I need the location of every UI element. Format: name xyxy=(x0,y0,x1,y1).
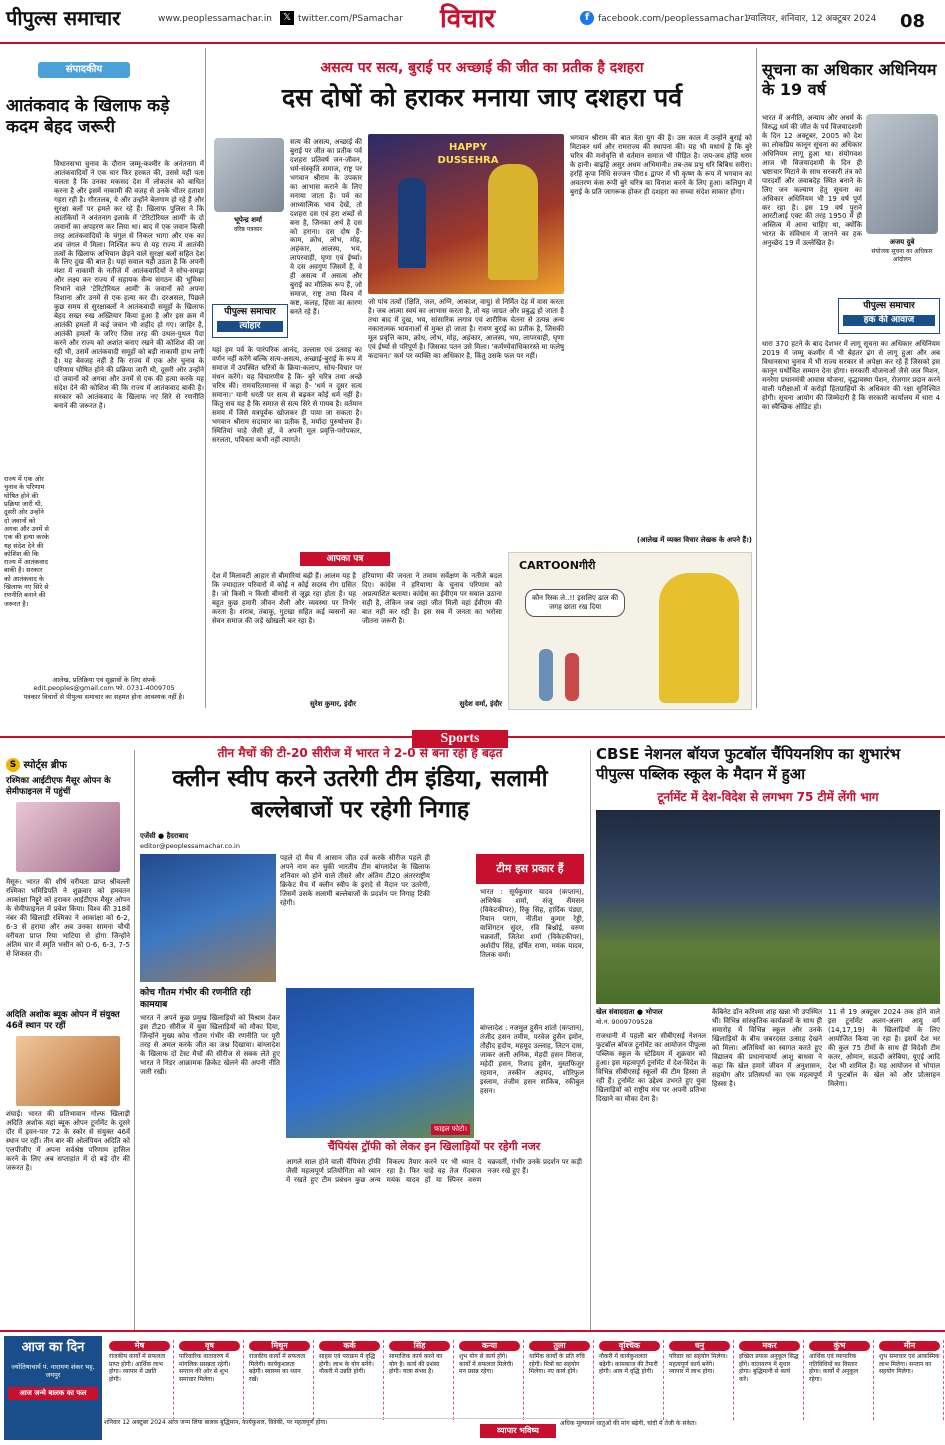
column-tag: त्योहार xyxy=(217,321,283,333)
zodiac-sign-name: वृश्चिक xyxy=(599,1341,660,1351)
dussehra-image xyxy=(368,134,564,294)
letter1-author: सुरेश कुमार, इंदौर xyxy=(310,700,356,708)
editorial-tag: संपादकीय xyxy=(38,62,130,78)
zodiac-3 xyxy=(246,1340,314,1420)
zodiac-sign-name: मिथुन xyxy=(249,1341,310,1351)
kids-tag: आज जन्मे बालक का फल xyxy=(8,1387,98,1400)
zodiac-sign-text: इच्छित प्रयास अनुकूल सिद्ध होंगे। वातावरण में सुधार होगा। बुद्धिमानी से कार्य करें। xyxy=(739,1353,799,1383)
aditi-photo xyxy=(16,1036,120,1106)
website-link[interactable]: www.peoplessamachar.in xyxy=(158,14,272,24)
zodiac-sign-name: सिंह xyxy=(389,1341,450,1351)
dussehra-col2: यहां हम पर्व के पारंपरिक आनंद, उल्लास एवं उत्साह का वर्णन नहीं करेंगे बल्कि सत्य-असत्य, अच्छाई-बुराई के रूप में समाज में उपस्थित चरित्रों के क्रिया-कलाप, सोच-विचार पर मंथन करेंगे। यह विचारणीय है कि- बुरे चरित्र तथा अच्छे चरित्र की। रामचरितमानस में कहा है- 'धर्म न दूसर सत्य समाना।' यानी धरती पर सत्य से बढ़कर कोई धर्म नहीं है। किंतु सच यह है कि समाज से सत्य सिरे से गायब है। वर्तमान समय में जिसे यत्रपूर्वक खोजकर ही पाया जा सकता है। भगवान श्रीराम सदाचार का प्रतीक हैं, मर्यादा पुरुषोत्तम हैं। स्थितियां चाहे जैसी हों, वे अपनी मूल प्रवृत्ति-परोपकार, सरलता, पवित्रता कभी नहीं त्यागते। xyxy=(212,346,363,444)
letter1-body: देश में मिलावटी आहार से बीमारियां बढ़ी हैं। आलम यह है कि ज्यादातर परिवारों में कोई न कोई सदस्य रोग ग्रसित है। जो किसी न किसी बीमारी से जूझ रहा होता है। यह बहुत कुछ हमारी जीवन शैली और व्यवस्था पर निर्भर करता है। शराब, तंबाकू, गुटखा सहित कई व्यसनों का सेवन समाज की जड़ें खोखली कर रहा है। xyxy=(212,572,356,625)
zodiac-sign-name: कुंभ xyxy=(809,1341,870,1351)
zodiac-sign-text: शुभ समाचार एवं आकस्मिक लाभ मिलेगा। सन्तान का सहयोग मिलेगा। xyxy=(879,1353,940,1375)
trade-tag: व्यापार भविष्य xyxy=(480,1424,556,1438)
sports-brief-tag xyxy=(6,758,130,773)
brief1-body: मैसूरु। भारत की शीर्ष वरीयता प्राप्त श्रीवल्ली रश्मिका भमिडिपति ने शुक्रवार को हमवतन आकांक्षा निट्टूरे को हराकर आईटीएफ मैसूर ओपन के सेमीफाइनल में प्रवेश किया। विश्व की 318वें नंबर की खिलाड़ी रश्मिका ने आकांक्षा को 6-2, 6-3 से हराया और अब उनका सामना चौथी वरीयता प्राप्त रिया भाटिया से होगा जिन्होंने अंतिम चार में स्मृति भसीन को 0-6, 6-3, 7-5 से शिकस्त दी। xyxy=(6,878,130,958)
team-bangladesh-list: बांग्लादेश : नजमुल हुसैन शांतो (कप्तान), तंजीद हसन तमीम, परवेज हुसैन इमोन, तौहीद हृदोय, महमूद उल्लाह, लिटन दास, जाकर अली अनिक, मेहदी हसन मिराज, महेदी हसन, रिशाद हुसैन, मुस्तफिजुर रहमान, तस्कीन अहमद, शोरिफुल इस्लाम, तंजीम हसन साकिब, रकीबुल हसन। xyxy=(480,1024,584,1095)
brief2-body: शंघाई। भारत की प्रतिभावान गोल्फ खिलाड़ी अदिति अशोक यहां ब्यूक ओपन टूर्नामेंट के दूसरे दौर में इवन-पार 72 के स्कोर से संयुक्त 46वें स्थान पर रहीं। तीन बार की ओलंपियन अदिति को एलपीजीए में अपना सर्वश्रेष्ठ परिणाम हासिल करने के लिए अब सप्ताहांत में दो बड़े दौर की जरूरत है। xyxy=(6,1110,130,1172)
zodiac-sign-text: धार्मिक कार्यों के प्रति रुचि रहेगी। मित्रों का सहयोग मिलेगा। नए कार्य होंगे। xyxy=(529,1353,585,1375)
letters-tag: आपका पत्र xyxy=(300,552,390,566)
sports-s-icon: S xyxy=(6,758,20,772)
letter2-author: सुदेश वर्मा, इंदौर xyxy=(459,700,502,708)
zodiac-sign-name: धनु xyxy=(669,1341,730,1351)
cricket-headline: क्लीन स्वीप करने उतरेगी टीम इंडिया, सलामी बल्लेबाजों पर रहेगी निगाह xyxy=(172,766,548,824)
editorial-footer-line2[interactable]: edit.peoples@gmail.com फो. 0731-4009705 xyxy=(33,684,175,693)
letter2-body: हरियाणा की जनता ने तमाम सर्वेक्षण के नतीजे बदल दिए। कांग्रेस ने हरियाणा के चुनाव परिणाम को अप्रत्याशित बताया। कांग्रेस का ईवीएम पर सवाल उठाना सही है, लेकिन जब जहां जीत मिली वहां ईवीएम की बात नहीं कर रही है। इस सब में जनता का भरोसा जीतना जरूरी है। xyxy=(362,572,502,625)
author-name: भूपेन्द्र शर्मा xyxy=(234,216,262,224)
zodiac-sign-text: परिवार का सहयोग मिलेगा। महत्वपूर्ण कार्य बनेंगे। व्यापार में लाभ होगा। xyxy=(669,1353,728,1375)
horoscope-panel xyxy=(4,1336,102,1440)
photo-caption: फाइल फोटो। xyxy=(431,1124,470,1135)
rti-column-brand: पीपुल्स समाचार xyxy=(863,301,915,311)
zodiac-11 xyxy=(806,1340,874,1420)
zodiac-9 xyxy=(666,1340,734,1420)
cricket-kicker: तीन मैचों की टी-20 सीरीज में भारत ने 2-0 से बना रही है बढ़त xyxy=(217,746,503,760)
zodiac-sign-text: राजकीय कार्यों में सफलता मिलेगी। कार्यकुशलता बढ़ेगी। स्वास्थ्य का ध्यान रखें। xyxy=(249,1353,306,1383)
zodiac-sign-name: मकर xyxy=(739,1341,800,1351)
zodiac-10 xyxy=(736,1340,804,1420)
rashmika-photo xyxy=(16,802,120,872)
cartoon-title: CARTOONगीरी xyxy=(519,559,596,572)
zodiac-sign-text: आर्थिक एवं व्यापारिक गतिविधियों का विस्तार होगा। कार्यों में अनुकूल रहेगा। xyxy=(809,1353,859,1383)
rama-figure xyxy=(398,178,426,268)
rti-author-photo xyxy=(866,114,938,234)
zodiac-12 xyxy=(876,1340,944,1420)
cartoon-panel xyxy=(508,552,752,710)
zodiac-sign-text: साहस एवं पराक्रम में वृद्धि होगी। लाभ के योग बनेंगे। नौकरी में उन्नति होगी। xyxy=(319,1353,376,1375)
editorial-body: विधानसभा चुनाव के दौरान जम्मू-कश्मीर के अनंतनाग में आतंकवादियों ने एक चार फिर हरकत की, उससे यही पता चलता है कि उनका मकसद देश में लोकतंत्र को बाधित करना है और इसमें नाकामी की वजह से उनके भीतर हताशा गहरा रही है। गौरतलब, ये और उन्होंने बेलगाम हो रहे हैं और सुरक्षा बलों पर हमले कर रहे हैं। खिलाफ पुलिस ने कि आतंकियों ने अनंतनाग इलाके में 'टेरिटोरियल आर्मी' के दो जवानों का अपहरण कर लिया था। बाद में एक जवान किसी तरह आतंकवादियों के चंगुल से निकल भागा और एक का शव जंगल में मिला। निश्चित रूप से यह राज्य में आतंकी तत्वों के खिलाफ अभियान छेड़ने वाले सुरक्षा बलों सहित देश के लिए दुख की बात है। यहां सवाल यही उठता है कि अपनी मंशा में नाकामी के नतीजे में आतंकवादियों ने सोच-समझ और लक्ष्य कर राज्य में सहायक सैन्य संगठन की भूमिका निभाने वाले 'टेरिटोरियल आर्मी' के जवानों को अपना निशाना और उनमें से एक हत्या कर दी। दरअसल, पिछले कुछ समय से सुरक्षाबलों ने आतंकवादी समूहों के खिलाफ बेहद सख्त रुख अख्तियार किया हुआ है और इस क्रम में आतंकी हमलों में कई जवान भी शहीद हो गए। जाहिर है, आतंकी हमलों के जरिए जिस तरह की उथल-पुथल पैदा करने और राज्य को अशांत बनाए रखने की कोशिश की जा रही थी, उसमें आतंकवादी समूहों को बड़ी नाकामी हाथ लगी है। यह बेवजह नहीं है कि राज्य में एक ओर चुनाव के परिणाम घोषित होने की प्रक्रिया जारी थी, दूसरी ओर उन्होंने दो जवानों को अगवा और उनमें से एक की हत्या करके यह संदेश देने की कोशिश की कि राज्य में आतंकवाद बाकी है। सरकार को आतंकवाद के खिलाफ नए सिरे से रणनीति बनाने की जरूरत है। xyxy=(54,160,204,410)
zodiac-sign-name: कन्या xyxy=(459,1341,520,1351)
editorial-side-body: राज्य में एक ओर चुनाव के परिणाम घोषित होने की प्रक्रिया जारी थी, दूसरी ओर उन्होंने दो जवानों को अगवा और उनमें से एक की हत्या करके यह संदेश देने की कोशिश की कि राज्य में आतंकवाद बाकी है। सरकार को आतंकवाद के खिलाफ नए सिरे से रणनीति बनाने की जरूरत है। xyxy=(4,475,49,608)
column-brand: पीपुल्स समाचार xyxy=(224,307,276,317)
facebook-icon: f xyxy=(580,11,594,25)
team-india-list: भारत : सूर्यकुमार यादव (कप्तान), अभिषेक शर्मा, संजू सैमसन (विकेटकीपर), रिंकू सिंह, हार्दिक पंड्या, रियान पराग, नीतीश कुमार रेड्डी, वाशिंगटन सुंदर, रवि बिश्नोई, वरुण चक्रवर्ती, जितेश शर्मा (विकेटकीपर), अर्शदीप सिंह, हर्षित राणा, मयंक यादव, तिलक वर्मा। xyxy=(480,888,584,959)
dussehra-note: (आलेख में व्यक्त विचार लेखक के अपने हैं।) xyxy=(636,536,752,544)
team-india-photo xyxy=(140,854,276,982)
rti-headline: सूचना का अधिकार अधिनियम के 19 वर्ष xyxy=(762,60,937,99)
editorial-headline: आतंकवाद के खिलाफ कड़े कदम बेहद जरूरी xyxy=(6,96,170,138)
zodiac-sign-name: वृष xyxy=(179,1341,240,1351)
cbse-kicker: टूर्नामेंट में देश-विदेश से लगभग 75 टीमें लेंगी भाग xyxy=(657,790,879,804)
brief1-headline: रश्मिका आईटीएफ मैसूर ओपन के सेमीफाइनल में पहुंचीं xyxy=(6,776,111,797)
zodiac-sign-name: कर्क xyxy=(319,1341,380,1351)
zodiac-1 xyxy=(106,1340,174,1420)
dateline: ग्वालियर, शनिवार, 12 अक्टूबर 2024 xyxy=(748,14,877,24)
cbse-col1: राजधानी में पहली बार सीबीएसई नेशनल फुटबॉल बॉयज टूर्नामेंट का आयोजन पीपुल्स पब्लिक स्कूल के स्टेडियम में शुक्रवार को हुआ। इस महत्वपूर्ण टूर्नामेंट में देश-विदेश के विभिन्न सीबीएसई स्कूलों की टीम हिस्सा ले रही हैं। टूर्नामेंट का उद्देश्य उभरते हुए युवा खिलाड़ियों को राष्ट्रीय मंच पर अपनी प्रतिभा दिखाने का मौका देना है। xyxy=(596,1032,706,1103)
zodiac-6 xyxy=(456,1340,524,1420)
zodiac-7 xyxy=(526,1340,594,1420)
editorial-footer-line3: पत्रकार विचारों से पीपुल्स समाचार का सहमत होना आवश्यक नहीं है। xyxy=(23,692,185,701)
cartoon-woman-figure xyxy=(565,653,579,701)
horoscope-divider xyxy=(0,1330,945,1332)
cbse-col2: कैबिनेट डॉन करिश्मा शाह खन्ना भी उपस्थित थीं। विभिन्न सांस्कृतिक कार्यक्रमों के साथ ही समारोह में विभिन्न स्कूल और उनके खिलाड़ियों के बीच जबरदस्त उत्साह देखने को मिला। अतिथियों का स्वागत करते हुए विद्यालय की प्रधानाचार्या आशु बाधवा ने कहा कि खेल हमारे जीवन में अनुशासन, सहयोग और प्रतिस्पर्धा का एक महत्वपूर्ण हिस्सा है। xyxy=(712,1008,822,1088)
facebook-link[interactable]: facebook.com/peoplessamachar1 xyxy=(598,14,750,24)
editorial-footer-line1: आलेख, प्रतिक्रिया एवं सुझावों के लिए संपर्क xyxy=(52,676,156,684)
column-logo xyxy=(212,304,288,338)
sports-brief-label: स्पोर्ट्स ब्रीफ xyxy=(23,760,67,771)
zodiac-sign-text: सामाजिक कार्य करने का योग है। कार्य की प्रशंसा होगी। यात्रा संभव है। xyxy=(389,1353,443,1375)
rti-author-name: अजय दुबे xyxy=(889,238,915,246)
dussehra-headline: दस दोषों को हराकर मनाया जाए दशहरा पर्व xyxy=(281,83,683,112)
players-photo xyxy=(286,988,474,1138)
kids-fortune: शनिवार 12 अक्टूबर 2024 आज जन्म लिया बालक बुद्धिमान, कार्यकुशल, विवेकी, पर महत्वपूर्ण होगा। xyxy=(104,1418,624,1442)
x-icon: 𝕏 xyxy=(280,11,294,25)
rti-body2: धारा 370 हटने के बाद देशभर में लागू सूचना का अधिकार अधिनियम 2019 में जम्मू कश्मीर में भी बेहतर ढंग से लागू हुआ और अब विधानसभा चुनाव में भी राज्य सरकार से अपेक्षा कर रहे हैं जिसको इस कानून यथोचित सम्मान देना होगा। सरकारी योजनाओं जैसे जल मिशन, मनरेगा प्रधानमंत्री आवास योजना, वृद्धावस्था पेंशन, रोजगार प्रदान करने वाली परीक्षाओं में करोड़ों हितग्राहियों के अधिकार की रक्षा सुनिश्चित होगी। सूचना आयोग की जिम्मेदारी है कि सरकारी कार्यालय में धारा 4 का स्वैच्छिक ऑडिट हो। xyxy=(762,340,940,411)
sub2-body: आगले साल होने वाली चैंपियंस ट्रॉफी जैसी महत्वपूर्ण प्रतियोगिता को ध्यान में रखते हुए टीम प्रबंधन कुछ अन्य विकल्प तैयार करने पर भी ध्यान दे रहा है। फिर चाहे वह तेज गेंदबाज मयंक यादव हों या स्पिनर वरुण चक्रवर्ती, गंभीर उनके प्रदर्शन पर कड़ी नजर रखे हुए हैं। xyxy=(286,1158,582,1184)
zodiac-sign-text: राजकीय कार्यों में सफलता प्राप्त होगी। आर्थिक लाभ होगा। व्यापार में उन्नति होगी। xyxy=(109,1353,166,1383)
team-tag: टीम इस प्रकार हैं xyxy=(476,854,584,884)
zodiac-2 xyxy=(176,1340,244,1420)
zodiac-8 xyxy=(596,1340,664,1420)
dussehra-col1: सत्य की असत्य, अच्छाई की बुराई पर जीत का प्रतीक पर्व दशहरा प्रतिवर्ष जन-जीवन, धर्म-संस्कृति समाज, राष्ट्र पर भगवान श्रीराम के उपकार का आभास कराने के लिए मनाया जाता है। पर्व का आध्यात्मिक भाव देखें, तो दशहरा दस एवं हरा शब्दों से बना है, जिनका अर्थ है दस को हराना। दस दोष हैं- काम, क्रोध, लोभ, मोह, अहंकार, आलस्य, भय, लापरवाही, घृणा एवं ईर्ष्या। ये दस अवगुण जिसमें हैं, वे ही असत्य में असत्य और बुराई का मौलिक रूप हैं, जो समाज, राष्ट्र तथा विश्व में कष्ट, कलह, हिंसा का कारण बनते रहे हैं। xyxy=(290,138,362,317)
cbse-col3: 11 से 19 अक्टूबर 2024 तक होने वाले इस टूर्नामेंट अलग-अलग आयु वर्ग (14,17,19) के खिलाड़ियों के लिए आयोजित किया जा रहा है। इसमें देश भर की कुल 75 टीमों के साथ ही विदेशी टीम कतर, ओमान, सऊदी अरेबिया, यूएई आदि देश भी शामिल हैं। यह आयोजन से भोपाल में फुटबॉल के खेल को और प्रोत्साहन मिलेगा। xyxy=(828,1008,940,1088)
sub2-heading: चैंपियंस ट्रॉफी को लेकर इन खिलाड़ियों पर रहेगी नजर xyxy=(327,1140,541,1153)
section-title: विचार xyxy=(440,4,496,34)
cartoon-speech-bubble: कौन रिस्क ले..!! इसलिए ढाल की जगह छाता रख दिया xyxy=(525,589,625,617)
cartoon-man-figure xyxy=(539,649,553,701)
dussehra-col4: भगवान श्रीराम की बात त्रेता युग की है। उस काल में उन्होंने बुराई को मिटाकर धर्म और रामराज्य की स्थापना की। यह भी यथार्थ है कि बुरे चरित्र की मनोवृत्ति से वर्तमान समाज भी पीड़ित है। जय-जय होहि धरम के हानी। बाढ़हिं असुर अधम अभिमानी॥ तब-तब प्रभु धरि बिबिध सरीरा। हरहिं कृपा निधि सज्जन पीरा॥ द्वापर में भी कृष्ण के रूप में भगवान का अवतरण कंस रूपी बुरे चरित्र का विनाश करने के लिए हुआ। कलियुग में बुराई के प्रति जागरूक होकर ही दशहरा का सच्चा संदेश साकार होगा। xyxy=(570,134,752,196)
zodiac-sign-name: तुला xyxy=(529,1341,590,1351)
brief2-headline: अदिति अशोक ब्यूक ओपन में संयुक्त 46वें स्थान पर रहीं xyxy=(6,1010,120,1031)
cbse-headline: CBSE नेशनल बॉयज फुटबॉल चैंपियनशिप का शुभारंभ पीपुल्स पब्लिक स्कूल के मैदान में हुआ xyxy=(596,745,901,784)
author-photo xyxy=(214,138,284,212)
dussehra-kicker: असत्य पर सत्य, बुराई पर अच्छाई की जीत का प्रतीक है दशहरा xyxy=(320,60,644,76)
ravana-effigy xyxy=(488,164,538,280)
horoscope-tag: आज का दिन xyxy=(21,1340,85,1355)
brand-logo: पीपुल्स समाचार xyxy=(6,6,121,30)
twitter-link[interactable]: twitter.com/PSamachar xyxy=(298,14,403,24)
rti-column-logo xyxy=(838,298,940,334)
dussehra-image-caption: HAPPY DUSSEHRA xyxy=(437,142,499,166)
cricket-byline: एजेंसी ● हैदराबाद xyxy=(140,832,189,840)
sports-section-tag: Sports xyxy=(412,730,508,748)
cricket-lede: पहले दो मैच में आसान जीत दर्ज करके सीरीज पहले ही अपने नाम कर चुकी भारतीय टीम बांग्लादेश के खिलाफ शनिवार को होने वाले तीसरे और अंतिम टी20 अंतरराष्ट्रीय क्रिकेट मैच में क्लीन स्वीप के इरादे से मैदान पर उतरेगी, जिसमें उसके सलामी बल्लेबाजों के प्रदर्शन पर निगाह टिकी रहेगी। xyxy=(280,854,430,907)
dussehra-col3: जो पांच तत्वों (क्षिति, जल, अग्नि, आकाश, वायु) से निर्मित देह में वास करता है। जब आत्मा स्वयं का आभास करता है, तो यह जाग्रत और प्रबुद्ध हो जाता है तथा बाद में दुख, भय, सांसारिक लगाव एवं शारीरिक चेतना से उत्पन्न अन्य नकारात्मक भावनाओं से मुक्त हो जाता है। रावण बुराई का प्रतीक है, जिसकी मूल प्रवृत्ति काम, क्रोध, लोभ, मोह, अहंकार, आलस्य, भय, लापरवाही, घृणा एवं ईर्ष्या से परिपूर्ण है। जिसका पतन उसे मिला। 'कर्मण्येवाधिकारस्ते मा फलेषु कदाचन।' कर्म पर व्यक्ति का अधिकार है, किंतु उसके फल पर नहीं। xyxy=(368,298,564,360)
zodiac-sign-name: मीन xyxy=(879,1341,940,1351)
page-number: 08 xyxy=(900,11,926,32)
masthead xyxy=(0,0,945,44)
football-ceremony-photo xyxy=(596,810,940,1004)
zodiac-4 xyxy=(316,1340,384,1420)
zodiac-sign-text: नौकरी में कार्यकुशलता बढ़ेगी। कामकाज की तैयारी होगी। आय में वृद्धि होगी। xyxy=(599,1353,658,1375)
zodiac-5 xyxy=(386,1340,454,1420)
zodiac-sign-text: पारिवारिक वातावरण में मांगलिक प्रसन्नता रहेगी। सन्तान की ओर से शुभ समाचार मिलेगा। xyxy=(179,1353,231,1383)
author-role: वरिष्ठ पत्रकार xyxy=(233,226,263,233)
cbse-phone: मो.नं. 9009709528 xyxy=(596,1018,653,1026)
cricket-email[interactable]: editor@peoplessamachar.co.in xyxy=(140,842,240,850)
rti-author-role: संयोजक सूचना का अधिकार आंदोलन xyxy=(871,248,933,263)
trade-forecast: अधिक मूल्यवान धातुओं की मांग बढ़ेगी, चांदी में तेजी के संकेत। xyxy=(560,1420,697,1427)
rti-body1: भारत में अनीति, अन्याय और अधर्म के विरुद्ध धर्म की जीत के पर्व विजयादशमी के दिन 12 अक्टूबर, 2005 को देश का लोकप्रिय कानून सूचना का अधिकार अधिनियम लागू हुआ था। संयोगवश आज भी विजयादशमी के दिन ही भ्रष्टाचार मिटाने के साथ सरकारी तंत्र को पारदर्शी और जवाबदेह स्थित बनाने के लिए जन कल्याण हेतु सूचना का अधिकार अधिनियम भी 19 वर्ष पूर्ण कर रहा है। इस 19 वर्ष पुराने आरटीआई एक्ट की तरह 1950 में ही अस्तित्व में आना चाहिए था, क्योंकि भारत के संविधान में जानने का हक अनुच्छेद 19 में उल्लेखित है। xyxy=(762,114,863,248)
cartoon-ravana-figure xyxy=(659,573,739,703)
sub1-body: भारत ने अपने कुछ प्रमुख खिलाड़ियों को विश्राम देकर इस टी20 सीरीज में युवा खिलाड़ियों को मौका दिया, जिन्होंने मुख्य कोच गौतम गंभीर की रणनीति पर पूरी तरह से अमल करके जीत का जश्न दिखाया। बांग्लादेश के खिलाफ दो टेस्ट मैचों की सीरीज से सबक लेते हुए भारत ने निडर आक्रामक क्रिकेट खेलने की अपनी नीति जारी रखी। xyxy=(140,1014,280,1076)
sub1-heading: कोच गौतम गंभीर की रणनीति रही कामयाब xyxy=(140,988,251,1010)
editorial-footer xyxy=(6,676,202,701)
zodiac-sign-name: मेष xyxy=(109,1341,170,1351)
rti-column-tag: हक की आवाज xyxy=(843,315,935,327)
zodiac-sign-text: शुभ योग से कार्य होंगे। कार्यों में सफलता मिलेगी। मन प्रसन्न रहेगा। xyxy=(459,1353,514,1375)
cbse-byline: खेल संवाददाता ● भोपाल xyxy=(596,1008,663,1016)
astrologer-name: ज्योतिषाचार्य पं. नारायण शंकर भट्ट, जयपुर xyxy=(11,1362,95,1379)
